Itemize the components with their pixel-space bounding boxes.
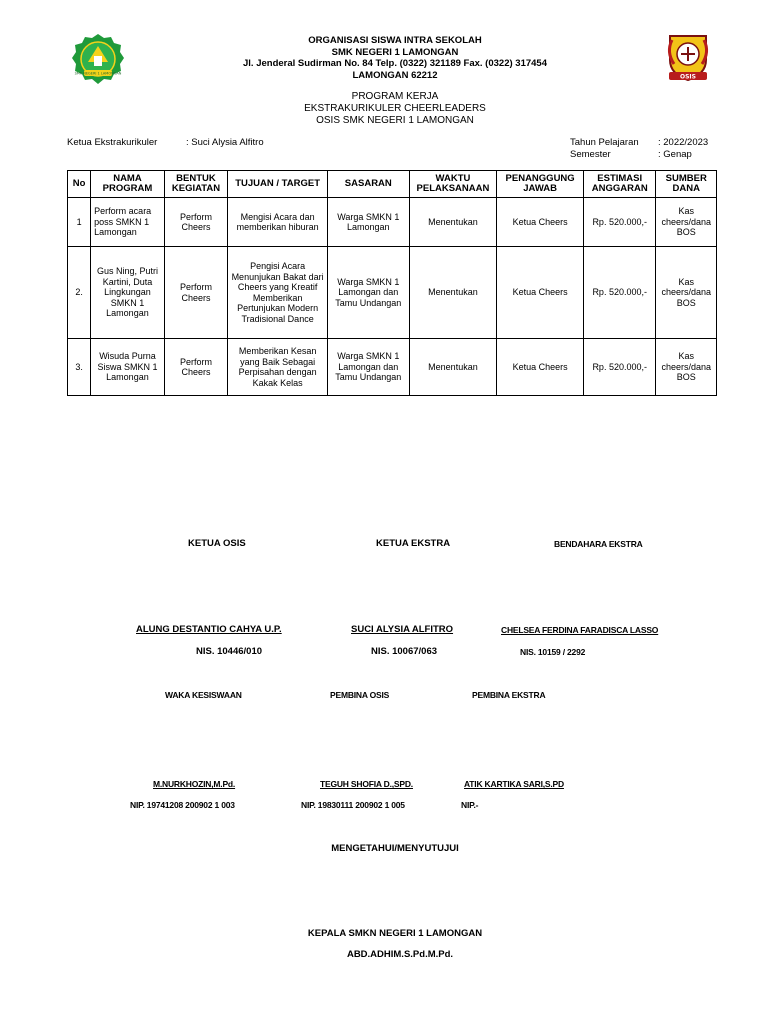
header-bentuk-kegiatan: BENTUK KEGIATAN: [164, 171, 227, 198]
kepala-title: KEPALA SMKN NEGERI 1 LAMONGAN: [307, 928, 483, 939]
cell-no: 2.: [68, 247, 91, 339]
ketua-label: Ketua Ekstrakurikuler: [67, 137, 158, 148]
ketua-ekstra-title: KETUA EKSTRA: [376, 538, 451, 549]
cell-sasaran: Warga SMKN 1 Lamongan dan Tamu Undangan: [327, 339, 409, 396]
document-title: [150, 91, 640, 127]
tahun-value: : 2022/2023: [658, 137, 709, 148]
cell-anggaran: Rp. 520.000,-: [583, 339, 656, 396]
title-line-2: EKSTRAKURIKULER CHEERLEADERS: [304, 103, 486, 114]
title-line-3: OSIS SMK NEGERI 1 LAMONGAN: [316, 115, 474, 126]
cell-anggaran: Rp. 520.000,-: [583, 247, 656, 339]
cell-sasaran: Warga SMKN 1 Lamongan dan Tamu Undangan: [327, 247, 409, 339]
cell-waktu: Menentukan: [409, 339, 497, 396]
cell-waktu: Menentukan: [409, 198, 497, 247]
school-emblem-icon: [70, 32, 126, 88]
bendahara-name: CHELSEA FERDINA FARADISCA LASSO: [501, 625, 659, 635]
semester-label: Semester: [570, 149, 611, 160]
title-line-1: PROGRAM KERJA: [351, 91, 439, 102]
org-name: ORGANISASI SISWA INTRA SEKOLAH: [308, 35, 482, 46]
cell-no: 3.: [68, 339, 91, 396]
pembina-ekstra-title: PEMBINA EKSTRA: [472, 690, 546, 700]
cell-tujuan: Pengisi Acara Menunjukan Bakat dari Cheers yang Kreatif Memberikan Pertunjukan Modern Tradisional Dance: [228, 247, 328, 339]
pembina-osis-title: PEMBINA OSIS: [330, 690, 390, 700]
kepala-name: ABD.ADHIM.S.Pd.M.Pd.: [346, 949, 454, 960]
cell-penanggung: Ketua Cheers: [497, 247, 584, 339]
cell-nama-program: Gus Ning, Putri Kartini, Duta Lingkungan SMKN 1 Lamongan: [91, 247, 165, 339]
header-sumber-dana: SUMBER DANA: [656, 171, 717, 198]
cell-sumber: Kas cheers/dana BOS: [656, 198, 717, 247]
pembina-osis-nip: NIP. 19830111 200902 1 005: [301, 800, 405, 810]
pembina-osis-name: TEGUH SHOFIA D.,SPD.: [320, 779, 413, 789]
header-penanggung-jawab: PENANGGUNG JAWAB: [497, 171, 584, 198]
cell-sasaran: Warga SMKN 1 Lamongan: [327, 198, 409, 247]
waka-name: M.NURKHOZIN,M.Pd.: [153, 779, 236, 789]
table-row: [68, 247, 717, 339]
cell-nama-program: Wisuda Purna Siswa SMKN 1 Lamongan: [91, 339, 165, 396]
bendahara-title: BENDAHARA EKSTRA: [554, 539, 643, 549]
waka-title: WAKA KESISWAAN: [165, 690, 242, 700]
table-header-row: [68, 171, 717, 198]
tahun-label: Tahun Pelajaran: [570, 137, 639, 148]
school-name: SMK NEGERI 1 LAMONGAN: [331, 46, 459, 58]
ketua-value: : Suci Alysia Alfitro: [186, 137, 264, 148]
table-row: [68, 198, 717, 247]
letterhead: [150, 35, 640, 81]
logo-left-text: SMK NEGERI 1 LAMONGAN: [74, 71, 122, 76]
logo-right-text: OSIS: [680, 73, 696, 81]
ketua-osis-name: ALUNG DESTANTIO CAHYA U.P.: [136, 624, 282, 635]
header-nama-program: NAMA PROGRAM: [91, 171, 165, 198]
cell-penanggung: Ketua Cheers: [497, 339, 584, 396]
cell-anggaran: Rp. 520.000,-: [583, 198, 656, 247]
cell-nama-program: Perform acara poss SMKN 1 Lamongan: [91, 198, 165, 247]
header-no: No: [68, 171, 91, 198]
header-sasaran: SASARAN: [327, 171, 409, 198]
cell-penanggung: Ketua Cheers: [497, 198, 584, 247]
cell-no: 1: [68, 198, 91, 247]
ketua-ekstra-name: SUCI ALYSIA ALFITRO: [351, 624, 454, 635]
cell-tujuan: Memberikan Kesan yang Baik Sebagai Perpisahan dengan Kakak Kelas: [228, 339, 328, 396]
osis-emblem-icon: [660, 30, 716, 86]
ketua-ekstra-nis: NIS. 10067/063: [371, 646, 438, 657]
cell-bentuk: Perform Cheers: [164, 198, 227, 247]
header-tujuan-target: TUJUAN / TARGET: [228, 171, 328, 198]
table-row: [68, 339, 717, 396]
program-table: [67, 170, 717, 396]
school-address: Jl. Jenderal Sudirman No. 84 Telp. (0322) 321189 Fax. (0322) 317454: [243, 58, 547, 69]
bendahara-nis: NIS. 10159 / 2292: [520, 647, 586, 657]
cell-sumber: Kas cheers/dana BOS: [656, 339, 717, 396]
pembina-ekstra-nip: NIP.-: [461, 800, 479, 810]
semester-value: : Genap: [658, 149, 692, 160]
ketua-osis-nis: NIS. 10446/010: [196, 646, 263, 657]
cell-sumber: Kas cheers/dana BOS: [656, 247, 717, 339]
cell-tujuan: Mengisi Acara dan memberikan hiburan: [228, 198, 328, 247]
school-city: LAMONGAN 62212: [352, 69, 438, 81]
header-waktu-pelaksanaan: WAKTU PELAKSANAAN: [409, 171, 497, 198]
pembina-ekstra-name: ATIK KARTIKA SARI,S.PD: [464, 779, 564, 789]
cell-bentuk: Perform Cheers: [164, 247, 227, 339]
cell-bentuk: Perform Cheers: [164, 339, 227, 396]
header-estimasi-anggaran: ESTIMASI ANGGARAN: [583, 171, 656, 198]
mengetahui-label: MENGETAHUI/MENYUTUJUI: [331, 843, 459, 854]
waka-nip: NIP. 19741208 200902 1 003: [130, 800, 235, 810]
cell-waktu: Menentukan: [409, 247, 497, 339]
ketua-osis-title: KETUA OSIS: [188, 538, 246, 549]
